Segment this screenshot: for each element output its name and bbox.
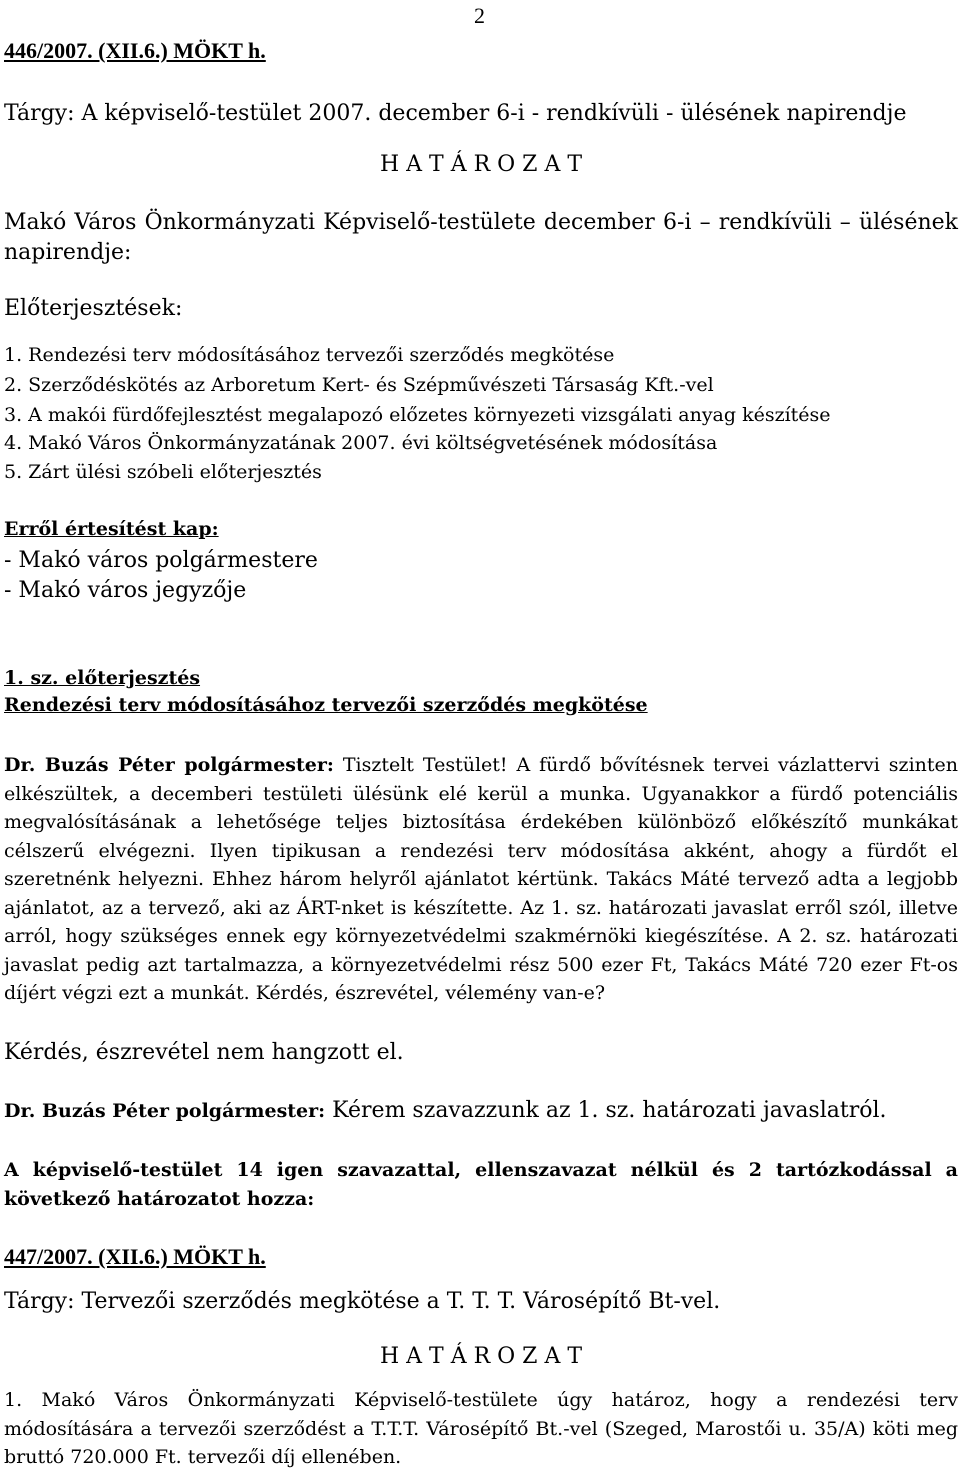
agenda-item-5: 5. Zárt ülési szóbeli előterjesztés	[4, 461, 322, 483]
decree2-heading: H A T Á R O Z A T	[379, 1344, 583, 1369]
agenda-item-4: 4. Makó Város Önkormányzatának 2007. évi költségvetésének módosítása	[4, 432, 718, 454]
speaker-name: Dr. Buzás Péter polgármester:	[4, 754, 334, 776]
decree-number: 446/2007. (XII.6.) MÖKT h.	[4, 38, 266, 63]
speech-text: Tisztelt Testület! A fürdő bővítésnek tervei vázlattervi szinten elkészültek, a decemberi testületi ülésünk elé kerül a munka. Ugyanakkor a fürdő potenciális megvalósításának a lehetősége teljes biztosítása érdekében különböző előkészítő munkákat célszerű elvégezni. Ilyen tipikusan a rendezési terv módosítása akként, ahogy a fürdőt el szeretnénk helyezni. Ehhez három helyről ajánlatot kértünk. Takács Máté tervező adta a legjobb ajánlatot, az a tervező, aki az ÁRT-nket is készítette. Az 1. sz. határozati javaslat erről szól, illetve arról, hogy szükséges ennek egy környezetvédelmi szakmérnöki kiegészítése. A 2. sz. határozati javaslat pedig azt tartalmazza, a környezetvédelmi rész 500 ezer Ft, Takács Máté 720 ezer Ft-os díjért végzi ezt a munkát. Kérdés, észrevétel, vélemény van-e?	[4, 754, 958, 1004]
page-number: 2	[474, 3, 485, 28]
mayor-speech	[4, 751, 958, 1008]
vote-call-text: Kérem szavazzunk az 1. sz. határozati javaslatról.	[325, 1098, 887, 1123]
section-label: 1. sz. előterjesztés	[4, 667, 201, 689]
proposals-label: Előterjesztések:	[4, 296, 183, 321]
notify-recipient-1: - Makó város polgármestere	[4, 548, 318, 573]
section-title: Rendezési terv módosításához tervezői szerződés megkötése	[4, 694, 648, 716]
decree2-subject: Tárgy: Tervezői szerződés megkötése a T. T. T. Városépítő Bt-vel.	[4, 1289, 721, 1314]
notify-recipient-2: - Makó város jegyzője	[4, 578, 247, 603]
notify-label: Erről értesítést kap:	[4, 518, 219, 540]
mayor-vote-call	[4, 1098, 887, 1124]
agenda-item-2: 2. Szerződéskötés az Arboretum Kert- és Szépművészeti Társaság Kft.-vel	[4, 374, 714, 396]
agenda-item-1: 1. Rendezési terv módosításához tervezői szerződés megkötése	[4, 344, 615, 366]
decree-subject: Tárgy: A képviselő-testület 2007. december 6-i - rendkívüli - ülésének napirendje	[4, 101, 907, 126]
resolution-body-line1: Makó Város Önkormányzati Képviselő-testülete december 6-i – rendkívüli – ülésének	[4, 210, 958, 235]
no-questions-note: Kérdés, észrevétel nem hangzott el.	[4, 1040, 404, 1065]
vote-result: A képviselő-testület 14 igen szavazattal, ellenszavazat nélkül és 2 tartózkodással a következő határozatot hozza:	[4, 1159, 958, 1210]
decree2-number: 447/2007. (XII.6.) MÖKT h.	[4, 1244, 266, 1269]
agenda-item-3: 3. A makói fürdőfejlesztést megalapozó előzetes környezeti vizsgálati anyag készítése	[4, 404, 831, 426]
resolution-heading: H A T Á R O Z A T	[379, 152, 583, 177]
speaker-name-2: Dr. Buzás Péter polgármester:	[4, 1100, 326, 1122]
resolution-body-line2: napirendje:	[4, 240, 132, 265]
decree2-body: 1. Makó Város Önkormányzati Képviselő-testülete úgy határoz, hogy a rendezési terv módosítására a tervezői szerződést a T.T.T. Városépítő Bt.-vel (Szeged, Marostői u. 35/A) köti meg bruttó 720.000 Ft. tervezői díj ellenében.	[4, 1389, 958, 1468]
